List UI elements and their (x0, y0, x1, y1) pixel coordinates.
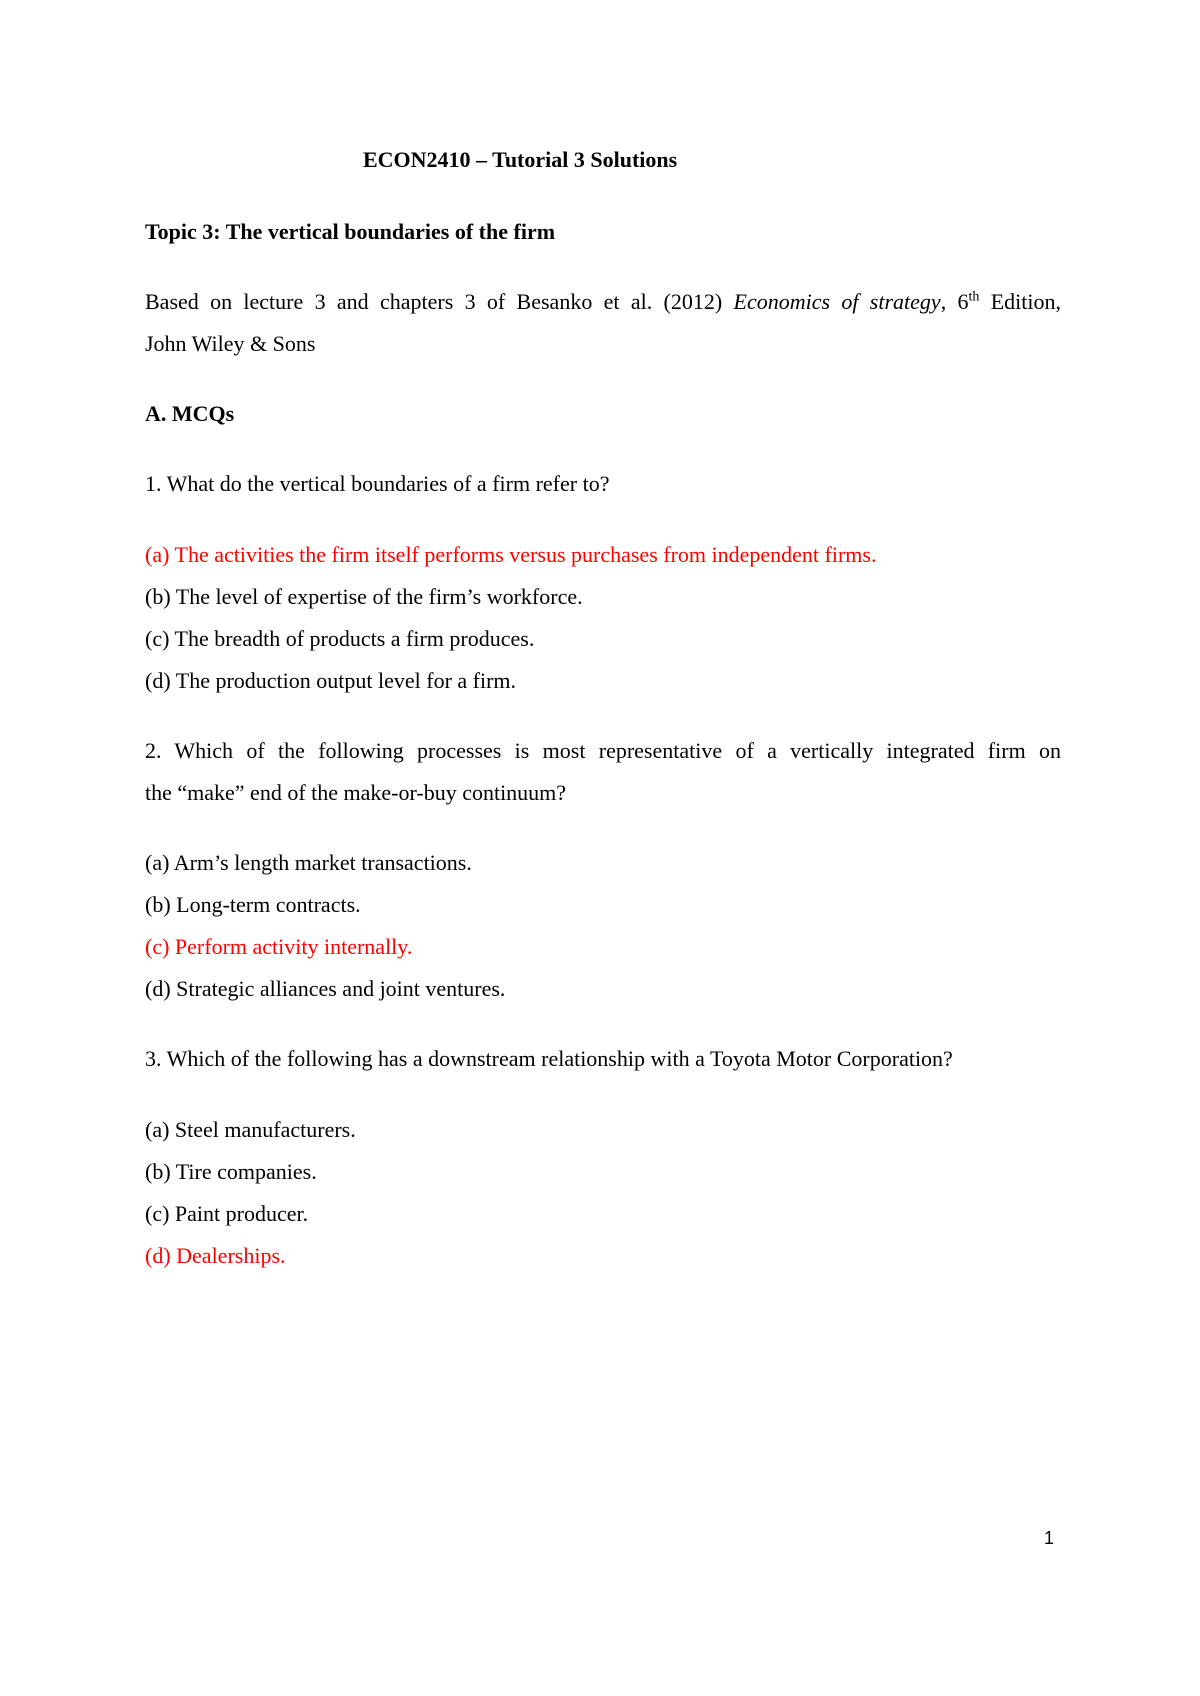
q1-option-a-correct: (a) The activities the firm itself performs versus purchases from independent firms. (145, 542, 877, 567)
question-2-line-2: the “make” end of the make-or-buy continuum? (145, 780, 567, 805)
question-2-line-1: 2. Which of the following processes is most representative of a vertically integrated firm on (145, 738, 1061, 763)
source-citation (145, 288, 1061, 316)
publisher: John Wiley & Sons (145, 331, 316, 356)
edition-superscript: th (968, 289, 980, 305)
topic-heading: Topic 3: The vertical boundaries of the firm (145, 219, 556, 244)
book-title: Economics of strategy (733, 289, 941, 314)
q3-option-a: (a) Steel manufacturers. (145, 1117, 356, 1142)
section-heading: A. MCQs (145, 401, 235, 426)
q2-option-a: (a) Arm’s length market transactions. (145, 850, 472, 875)
q3-option-d-correct: (d) Dealerships. (145, 1243, 286, 1268)
source-prefix: Based on lecture 3 and chapters 3 of Besanko et al. (2012) (145, 289, 734, 314)
page-number: 1 (1044, 1528, 1055, 1548)
q2-option-d: (d) Strategic alliances and joint ventures. (145, 976, 506, 1001)
document-title: ECON2410 – Tutorial 3 Solutions (363, 147, 678, 172)
edition-pre: , 6 (940, 289, 969, 314)
question-3: 3. Which of the following has a downstream relationship with a Toyota Motor Corporation? (145, 1046, 953, 1071)
edition-post: Edition, (979, 289, 1062, 314)
question-1: 1. What do the vertical boundaries of a firm refer to? (145, 471, 610, 496)
q1-option-c: (c) The breadth of products a firm produces. (145, 626, 535, 651)
q2-option-b: (b) Long-term contracts. (145, 892, 361, 917)
q3-option-b: (b) Tire companies. (145, 1159, 317, 1184)
q3-option-c: (c) Paint producer. (145, 1201, 309, 1226)
q1-option-b: (b) The level of expertise of the firm’s workforce. (145, 584, 583, 609)
q1-option-d: (d) The production output level for a firm. (145, 668, 517, 693)
q2-option-c-correct: (c) Perform activity internally. (145, 934, 413, 959)
